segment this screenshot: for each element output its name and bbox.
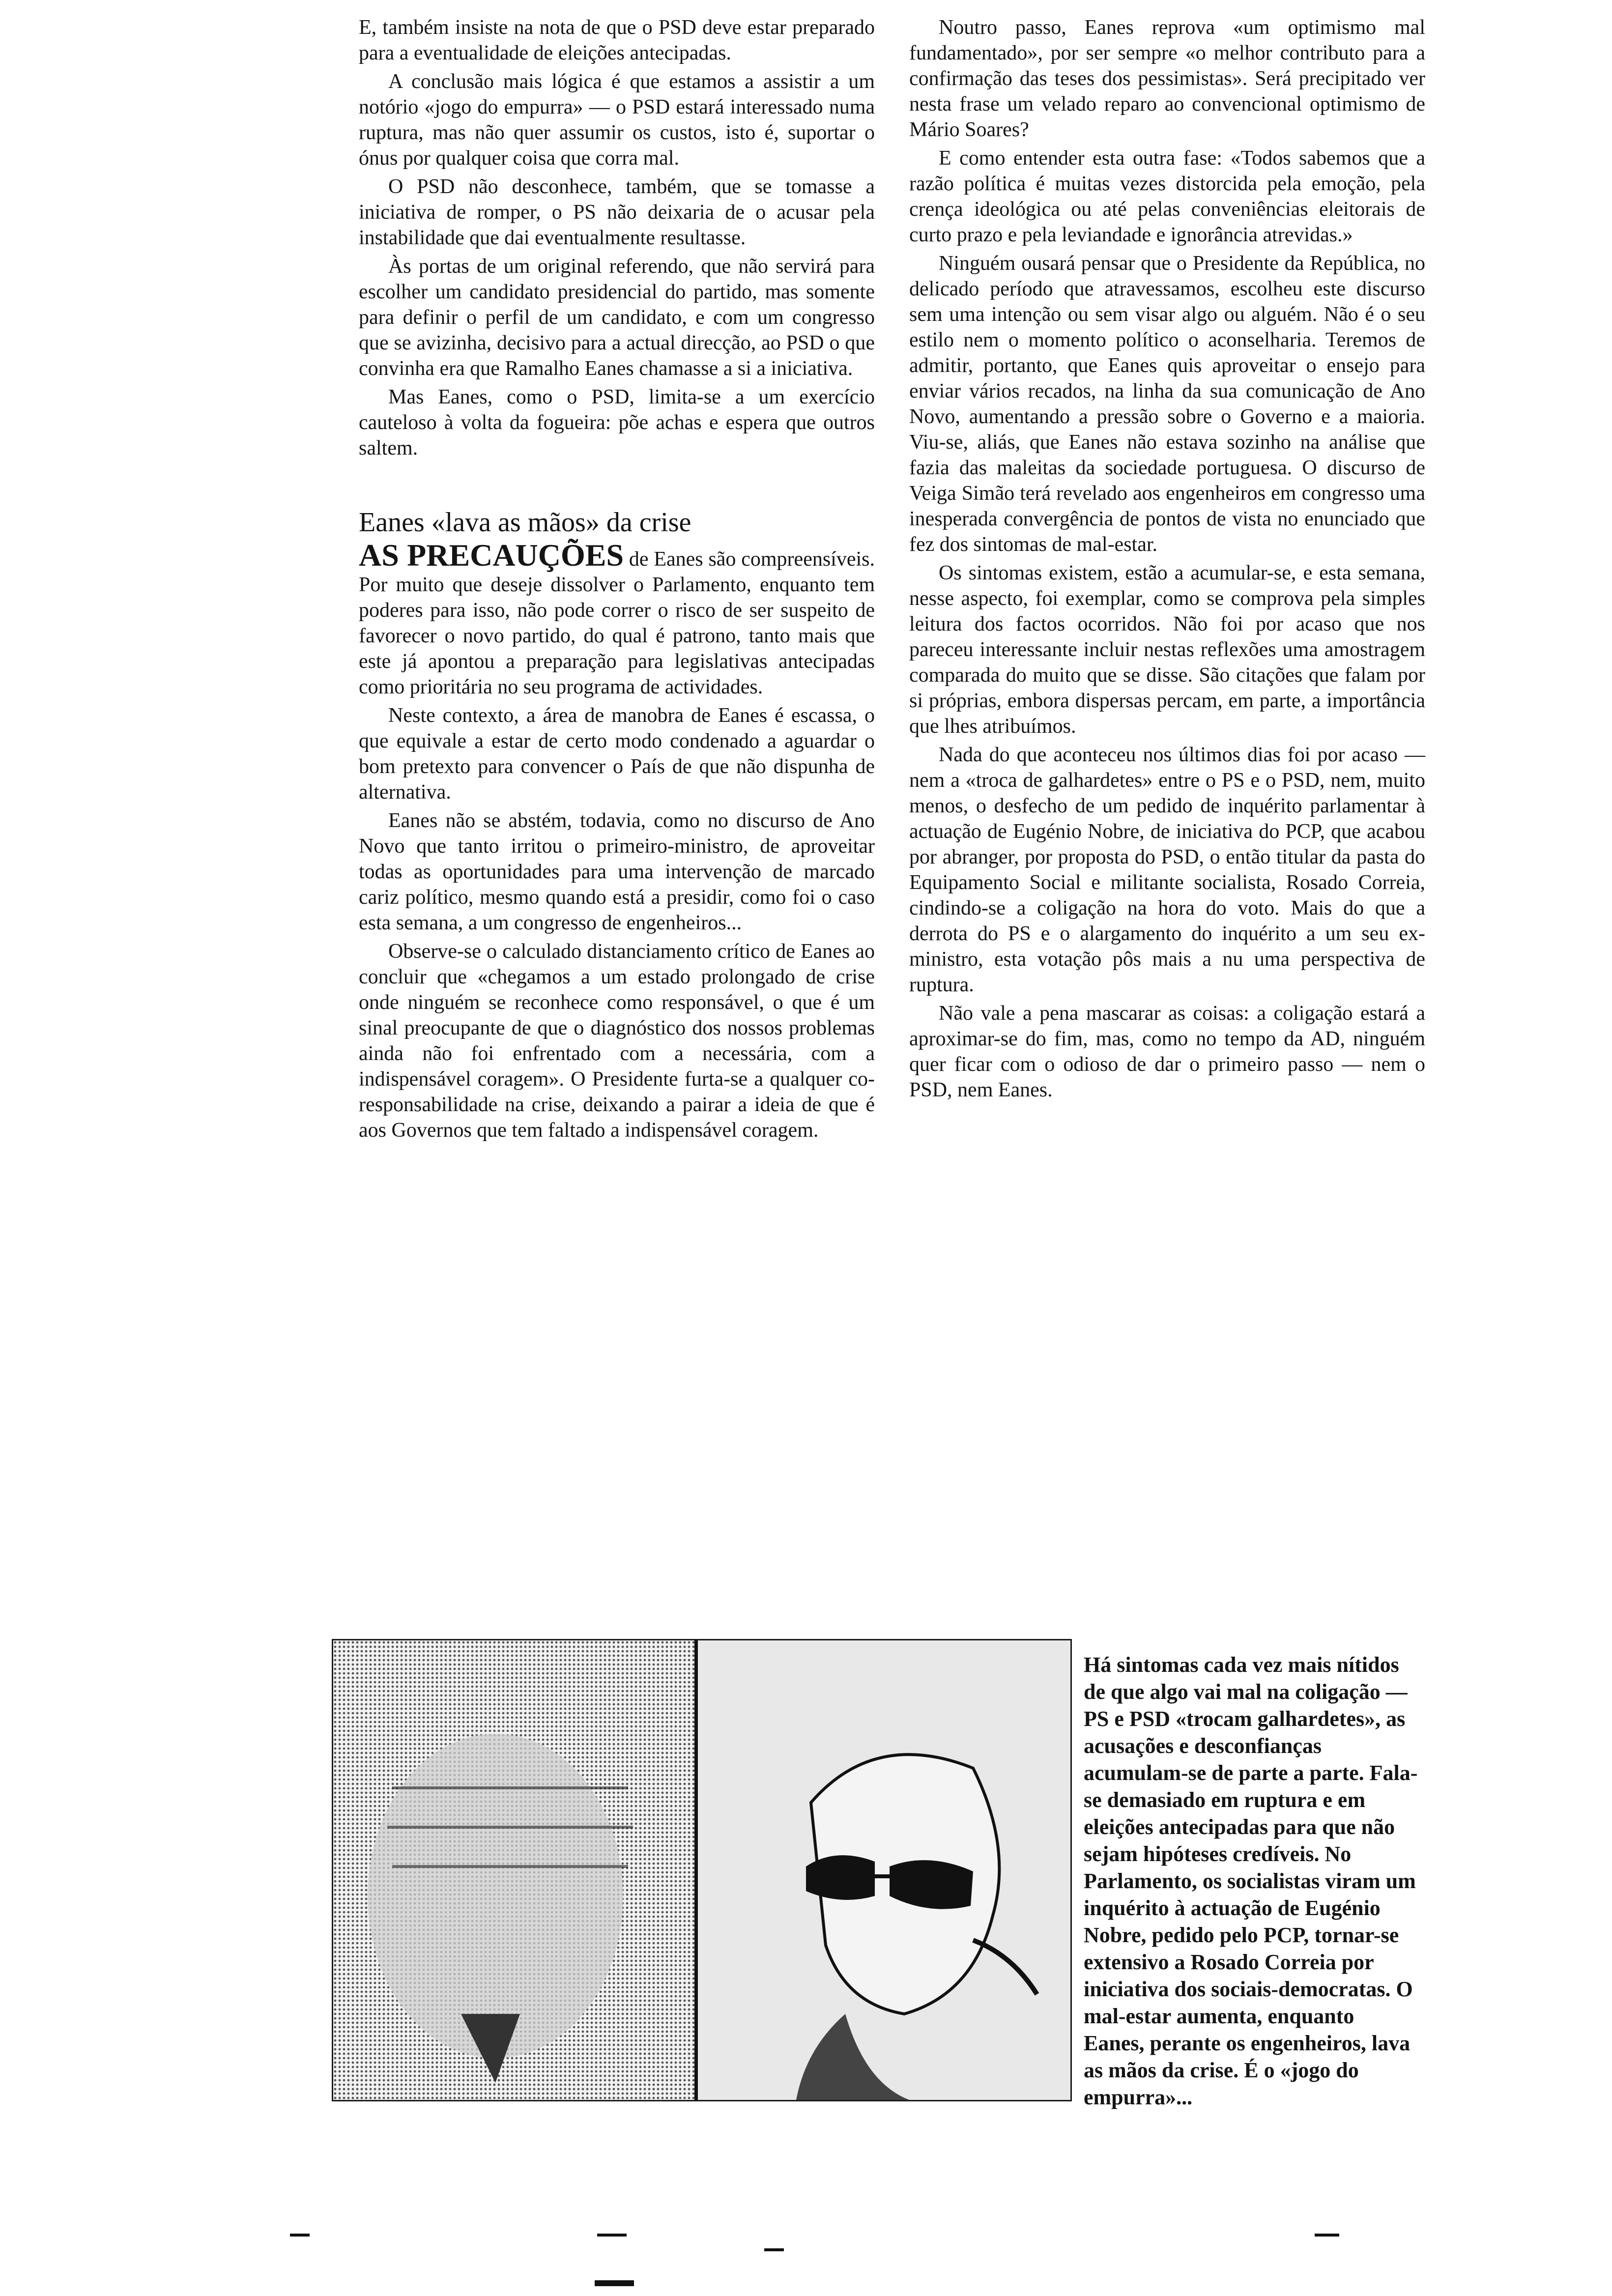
paragraph: Eanes não se abstém, todavia, como no discurso de Ano Novo que tanto irritou o primeiro-ministro, de aproveitar todas as oportunidades para uma intervenção de marcado cariz político, mesmo quando está a presidir, como foi o caso esta semana, a um congresso de engenheiros...: [359, 809, 875, 934]
paragraph: [359, 538, 875, 700]
paragraph: Ninguém ousará pensar que o Presidente da República, no delicado período que atravessamos, escolheu este discurso sem uma intenção ou sem visar algo ou alguém. Não é o seu estilo nem o momento político o aconselharia. Teremos de admitir, portanto, que Eanes quis aproveitar o ensejo para enviar vários recados, na linha da sua comunicação de Ano Novo, aumentando a pressão sobre o Governo e a maioria. Viu-se, aliás, que Eanes não estava sozinho na análise que fazia das maleitas da sociedade portuguesa. O discurso de Veiga Simão terá revelado aos engenheiros em congresso uma inesperada convergência de pontos de vista no enunciado que fez dos sintomas de mal-estar.: [909, 252, 1425, 556]
photo-left: [333, 1640, 698, 2100]
photo-right: [698, 1640, 1070, 2100]
paragraph: A conclusão mais lógica é que estamos a assistir a um notório «jogo do empurra» — o PSD estará interessado numa ruptura, mas não quer assumir os custos, isto é, suportar o ónus por qualquer coisa que corra mal.: [359, 70, 875, 170]
paragraph: E, também insiste na nota de que o PSD deve estar preparado para a eventualidade de eleições antecipadas.: [359, 16, 875, 64]
scan-mark: [597, 2234, 627, 2237]
scan-mark: [595, 2280, 634, 2286]
paragraph: Neste contexto, a área de manobra de Eanes é escassa, o que equivale a estar de certo modo condenado a aguardar o bom pretexto para convencer o País de que não dispunha de alternativa.: [359, 704, 875, 804]
right-column: [909, 15, 1425, 1103]
left-column: [359, 15, 875, 1143]
photo-montage: [332, 1639, 1072, 2101]
paragraph: Observe-se o calculado distanciamento crítico de Eanes ao concluir que «chegamos a um estado prolongado de crise onde ninguém se reconhece como responsável, o que é um sinal preocupante de que o diagnóstico dos nossos problemas ainda não foi enfrentado com a necessária, com a indispensável coragem». O Presidente furta-se a qualquer co-responsabilidade na crise, deixando a pairar a ideia de que é aos Governos que tem faltado a indispensável coragem.: [359, 940, 875, 1142]
scan-mark: [1315, 2234, 1339, 2237]
paragraph: O PSD não desconhece, também, que se tomasse a iniciativa de romper, o PS não deixaria de o acusar pela instabilidade que dai eventualmente resultasse.: [359, 175, 875, 249]
paragraph: Às portas de um original referendo, que não servirá para escolher um candidato presidencial do partido, mas somente para definir o perfil de um candidato, e com um congresso que se avizinha, decisivo para a actual direcção, ao PSD o que convinha era que Ramalho Eanes chamasse a si a iniciativa.: [359, 255, 875, 380]
scan-mark: [290, 2234, 310, 2237]
photo-caption: Há sintomas cada vez mais nítidos de que algo vai mal na coligação — PS e PSD «trocam galhardetes», as acusações e desconfianças acumulam-se de parte a parte. Fala-se demasiado em ruptura e em eleições antecipadas para que não sejam hipóteses credíveis. No Parlamento, os socialistas viram um inquérito à actuação de Eugénio Nobre, pedido pelo PCP, tornar-se extensivo a Rosado Correia por iniciativa dos sociais-democratas. O mal-estar aumenta, enquanto Eanes, perante os engenheiros, lava as mãos da crise. É o «jogo do empurra»...: [1084, 1653, 1418, 2109]
paragraph: E como entender esta outra fase: «Todos sabemos que a razão política é muitas vezes distorcida pela emoção, pela crença ideológica ou até pelas conveniências eleitorais de curto prazo e pela leviandade e ignorância atrevidas.»: [909, 147, 1425, 246]
scan-mark: [764, 2248, 784, 2251]
paragraph: Os sintomas existem, estão a acumular-se, e esta semana, nesse aspecto, foi exemplar, como se comprova pela simples leitura dos factos ocorridos. Não foi por acaso que nos pareceu interessante incluir nestas reflexões uma amostragem comparada do muito que se disse. São citações que falam por si próprias, embora dispersas percam, em parte, a importância que lhes atribuímos.: [909, 562, 1425, 738]
paragraph: Mas Eanes, como o PSD, limita-se a um exercício cauteloso à volta da fogueira: põe achas e espera que outros saltem.: [359, 386, 875, 459]
section-heading: Eanes «lava as mãos» da crise: [359, 507, 691, 538]
paragraph: Não vale a pena mascarar as coisas: a coligação estará a aproximar-se do fim, mas, como no tempo da AD, ninguém quer ficar com o odioso de dar o primeiro passo — nem o PSD, nem Eanes.: [909, 1002, 1425, 1101]
paragraph: Nada do que aconteceu nos últimos dias foi por acaso — nem a «troca de galhardetes» entre o PS e o PSD, nem, muito menos, o desfecho de um pedido de inquérito parlamentar à actuação de Eugénio Nobre, de iniciativa do PCP, que acabou por abranger, por proposta do PSD, o então titular da pasta do Equipamento Social e militante socialista, Rosado Correia, cindindo-se a coligação na hora do voto. Mais do que a derrota do PS e o alargamento do inquérito a um seu ex-ministro, esta votação pôs mais a nu uma perspectiva de ruptura.: [909, 744, 1425, 996]
paragraph: Noutro passo, Eanes reprova «um optimismo mal fundamentado», por ser sempre «o melhor contributo para a confirmação das teses dos pessimistas». Será precipitado ver nesta frase um velado reparo ao convencional optimismo de Mário Soares?: [909, 16, 1425, 141]
paragraph-body: de Eanes são compreensíveis. Por muito que deseje dissolver o Parlamento, enquanto tem poderes para isso, não pode correr o risco de ser suspeito de favorecer o novo partido, do qual é patrono, tanto mais que este já apontou a preparação para legislativas antecipadas como prioritária no seu programa de actividades.: [359, 548, 875, 698]
lead-in: AS PRECAUÇÕES: [359, 538, 624, 573]
